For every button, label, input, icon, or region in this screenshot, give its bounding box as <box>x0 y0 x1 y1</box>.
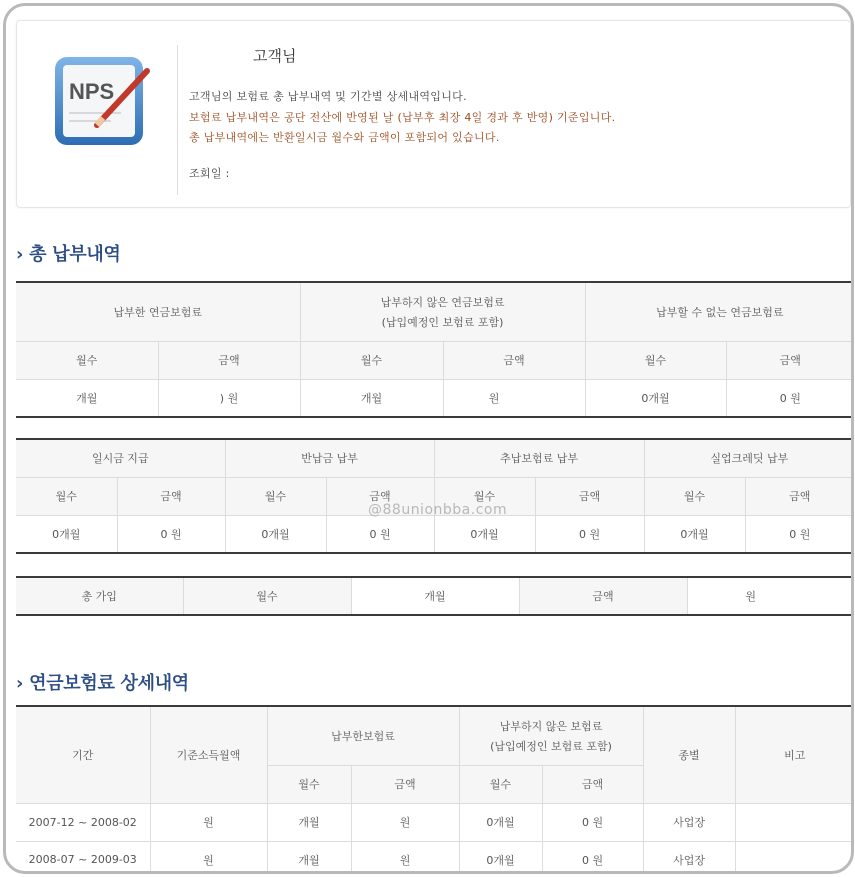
table-cell: 원 <box>687 577 854 615</box>
table-cell: 원 <box>351 803 459 841</box>
table-cell <box>735 841 854 874</box>
sub-header: 금액 <box>117 477 225 515</box>
chevron-right-icon: › <box>16 673 24 694</box>
table-cell: 0개월 <box>644 515 745 553</box>
chevron-right-icon: › <box>16 244 24 265</box>
table-cell: 개월 <box>300 379 443 417</box>
group-refund-payment: 반납금 납부 <box>225 439 434 477</box>
sub-header: 월수 <box>225 477 326 515</box>
table-cell: 2008-07 ~ 2009-03 <box>16 841 150 874</box>
table-cell: 0 원 <box>117 515 225 553</box>
header-paid: 납부한보험료 <box>267 706 459 765</box>
total-enrollment-table <box>16 576 854 616</box>
table-cell: 개월 <box>351 577 519 615</box>
table-cell: 사업장 <box>643 803 735 841</box>
sub-header: 월수 <box>434 477 535 515</box>
table-cell: 0 원 <box>535 515 644 553</box>
table-cell <box>735 803 854 841</box>
sub-header: 월수 <box>300 341 443 379</box>
sub-header: 금액 <box>443 341 585 379</box>
table-cell: 원 <box>150 803 267 841</box>
sub-header: 월수 <box>267 765 351 803</box>
table-cell: 2007-12 ~ 2008-02 <box>16 803 150 841</box>
table-cell: 0 원 <box>326 515 434 553</box>
table-cell: 0개월 <box>225 515 326 553</box>
table-cell: 원 <box>351 841 459 874</box>
sub-header: 금액 <box>535 477 644 515</box>
sub-header: 월수 <box>585 341 726 379</box>
svg-text:NPS: NPS <box>69 79 115 104</box>
sub-header: 금액 <box>326 477 434 515</box>
sub-header: 월수 <box>16 477 117 515</box>
page-frame <box>3 3 854 874</box>
table-cell: 0 원 <box>542 803 643 841</box>
table-cell: 0 원 <box>745 515 854 553</box>
table-cell: 0개월 <box>459 803 542 841</box>
sub-header: 금액 <box>542 765 643 803</box>
table-cell: 개월 <box>16 379 158 417</box>
sub-header: 금액 <box>351 765 459 803</box>
info-box <box>16 20 851 208</box>
sub-header: 금액 <box>519 577 687 615</box>
inquiry-date-label: 조회일 : <box>189 167 230 180</box>
greeting: 고객님 <box>253 47 297 65</box>
detail-table <box>16 705 854 874</box>
group-paid: 납부한 연금보험료 <box>16 282 300 341</box>
nps-logo-icon <box>51 51 151 151</box>
sub-header: 월수 <box>459 765 542 803</box>
sub-header: 월수 <box>16 341 158 379</box>
table-cell: ) 원 <box>158 379 300 417</box>
table-cell: 0개월 <box>585 379 726 417</box>
table-cell: 0개월 <box>434 515 535 553</box>
table-cell: 0 원 <box>542 841 643 874</box>
table-cell: 원 <box>150 841 267 874</box>
table-cell: 0 원 <box>726 379 854 417</box>
table-cell: 원 <box>443 379 585 417</box>
table-cell: 사업장 <box>643 841 735 874</box>
table-cell: 개월 <box>267 841 351 874</box>
header-unpaid: 납부하지 않은 보험료 (납입예정인 보험료 포함) <box>459 706 643 765</box>
sub-header: 월수 <box>183 577 351 615</box>
header-period: 기간 <box>16 706 150 803</box>
table-cell: 0개월 <box>16 515 117 553</box>
info-line-2: 보험료 납부내역은 공단 전산에 반영된 날 (납부후 최장 4일 경과 후 반영) 기준입니다. <box>189 111 616 124</box>
info-line-3: 총 납부내역에는 반환일시금 월수와 금액이 포함되어 있습니다. <box>189 131 500 144</box>
header-type: 종별 <box>643 706 735 803</box>
special-payment-table <box>16 438 854 554</box>
info-line-1: 고객님의 보험료 총 납부내역 및 기간별 상세내역입니다. <box>189 90 467 103</box>
total-enrollment-label: 총 가입 <box>16 577 183 615</box>
group-lump-sum: 일시금 지급 <box>16 439 225 477</box>
group-unemployment-credit: 실업크레딧 납부 <box>644 439 854 477</box>
group-unpaid: 납부하지 않은 연금보험료 (납입예정인 보험료 포함) <box>300 282 585 341</box>
sub-header: 금액 <box>726 341 854 379</box>
header-income: 기준소득월액 <box>150 706 267 803</box>
group-additional-payment: 추납보험료 납부 <box>434 439 644 477</box>
total-section-title: › 총 납부내역 <box>16 244 121 265</box>
total-payment-table <box>16 281 854 418</box>
table-cell: 0개월 <box>459 841 542 874</box>
sub-header: 월수 <box>644 477 745 515</box>
header-note: 비고 <box>735 706 854 803</box>
detail-section-title: › 연금보험료 상세내역 <box>16 673 189 694</box>
table-cell: 개월 <box>267 803 351 841</box>
sub-header: 금액 <box>745 477 854 515</box>
logo-divider <box>177 45 178 195</box>
sub-header: 금액 <box>158 341 300 379</box>
group-unpayable: 납부할 수 없는 연금보험료 <box>585 282 854 341</box>
watermark: @88unionbba.com <box>368 502 508 518</box>
